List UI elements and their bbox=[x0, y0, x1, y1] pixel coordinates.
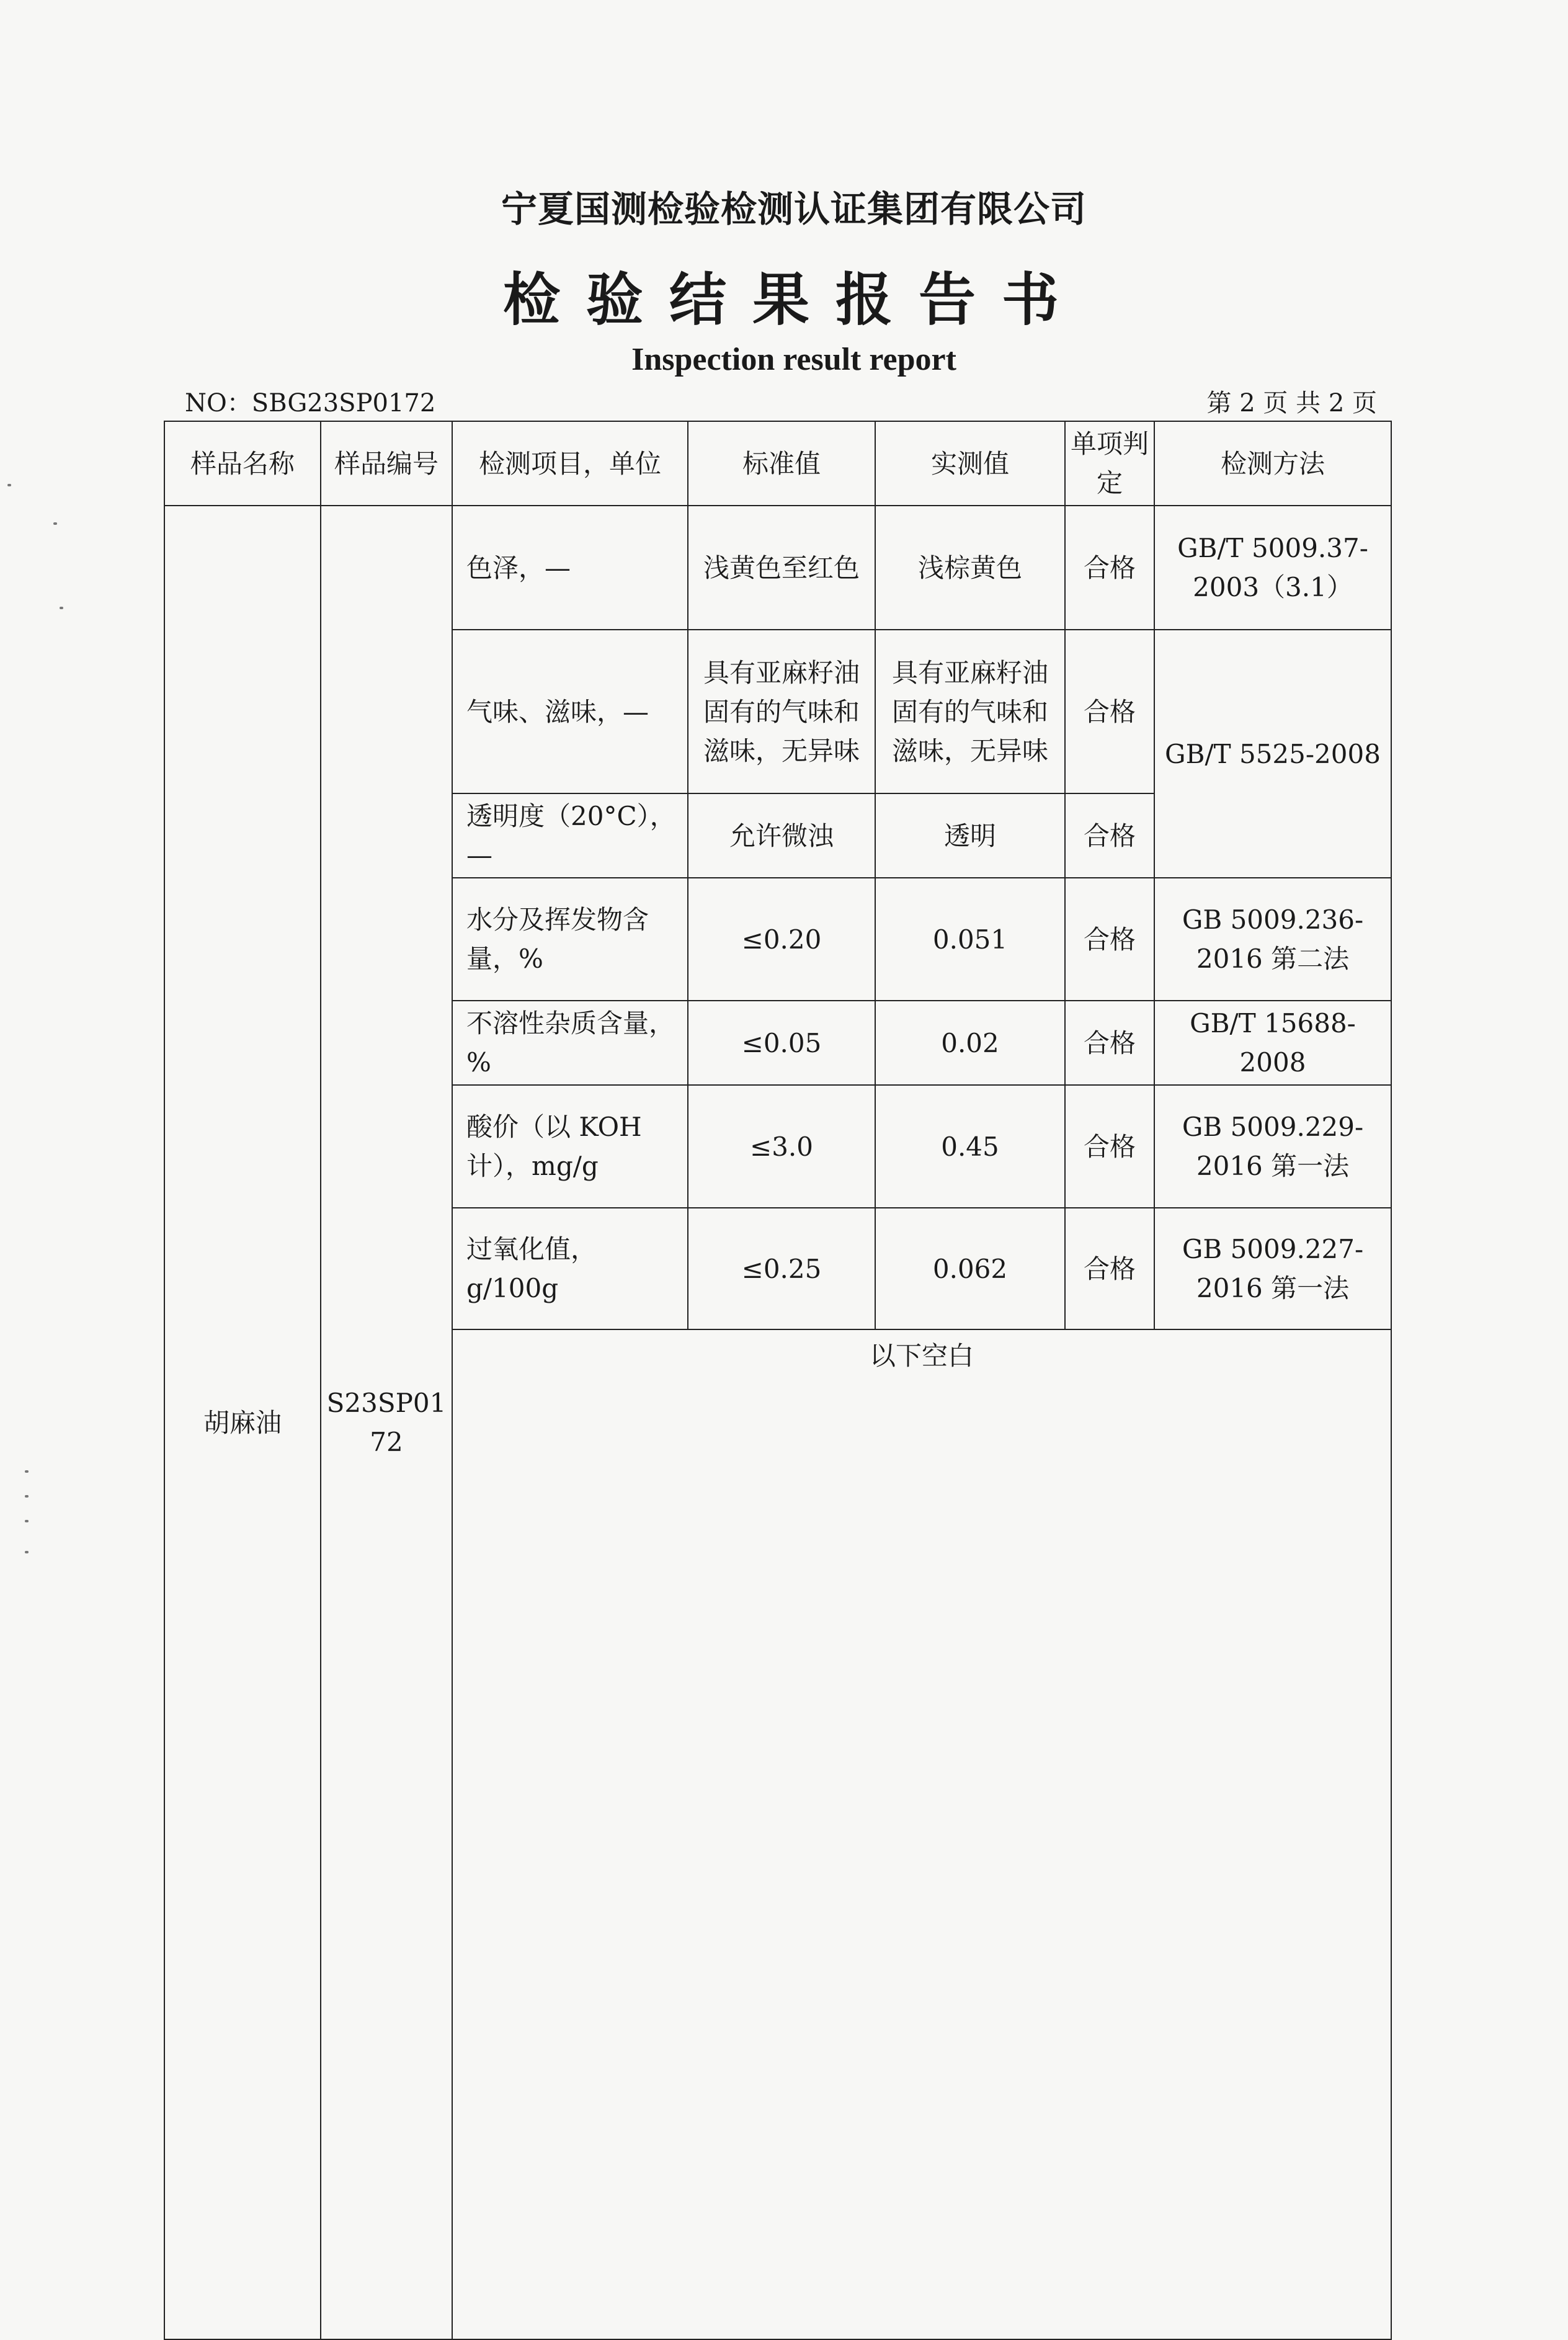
method-cell: GB/T 15688-2008 bbox=[1154, 1001, 1391, 1085]
header-test-item: 检测项目，单位 bbox=[452, 421, 688, 506]
result-cell: 合格 bbox=[1065, 1208, 1154, 1329]
item-cell: 不溶性杂质含量，% bbox=[452, 1001, 688, 1085]
report-title-cn: 检验结果报告书 bbox=[502, 267, 1085, 333]
scan-speck bbox=[7, 484, 11, 486]
blank-note: 以下空白 bbox=[452, 1329, 1391, 2339]
result-cell: 合格 bbox=[1065, 1085, 1154, 1208]
item-cell: 过氧化值，g/100g bbox=[452, 1208, 688, 1329]
scan-speck bbox=[60, 607, 63, 609]
header-sample-name: 样品名称 bbox=[164, 421, 321, 506]
scan-speck bbox=[25, 1551, 29, 1553]
measured-cell: 透明 bbox=[875, 793, 1065, 878]
measured-cell: 0.062 bbox=[875, 1208, 1065, 1329]
scan-speck bbox=[25, 1470, 29, 1473]
scan-speck bbox=[25, 1495, 29, 1498]
scan-speck bbox=[25, 1520, 29, 1522]
standard-cell: 具有亚麻籽油固有的气味和滋味，无异味 bbox=[688, 630, 875, 793]
table-header-row bbox=[164, 421, 1391, 506]
method-cell: GB 5009.229-2016 第一法 bbox=[1154, 1085, 1391, 1208]
standard-cell: ≤3.0 bbox=[688, 1085, 875, 1208]
measured-cell: 具有亚麻籽油固有的气味和滋味，无异味 bbox=[875, 630, 1065, 793]
results-table bbox=[164, 421, 1392, 2340]
standard-cell: 浅黄色至红色 bbox=[688, 506, 875, 630]
sample-no-cell: S23SP0172 bbox=[321, 506, 452, 2339]
report-title-en: Inspection result report bbox=[631, 342, 956, 377]
item-cell: 酸价（以 KOH 计），mg/g bbox=[452, 1085, 688, 1208]
item-cell: 透明度（20°C），— bbox=[452, 793, 688, 878]
result-cell: 合格 bbox=[1065, 793, 1154, 878]
measured-cell: 0.051 bbox=[875, 878, 1065, 1001]
method-cell: GB 5009.236-2016 第二法 bbox=[1154, 878, 1391, 1001]
measured-cell: 0.02 bbox=[875, 1001, 1065, 1085]
result-cell: 合格 bbox=[1065, 1001, 1154, 1085]
method-cell: GB 5009.227-2016 第一法 bbox=[1154, 1208, 1391, 1329]
company-name: 宁夏国测检验检测认证集团有限公司 bbox=[501, 188, 1087, 230]
header-sample-no: 样品编号 bbox=[321, 421, 452, 506]
result-cell: 合格 bbox=[1065, 878, 1154, 1001]
method-cell: GB/T 5009.37-2003（3.1） bbox=[1154, 506, 1391, 630]
header-method: 检测方法 bbox=[1154, 421, 1391, 506]
standard-cell: ≤0.05 bbox=[688, 1001, 875, 1085]
item-cell: 气味、滋味，— bbox=[452, 630, 688, 793]
header-measured: 实测值 bbox=[875, 421, 1065, 506]
report-number: NO：SBG23SP0172 bbox=[185, 389, 436, 418]
result-cell: 合格 bbox=[1065, 506, 1154, 630]
standard-cell: ≤0.25 bbox=[688, 1208, 875, 1329]
method-cell: GB/T 5525-2008 bbox=[1154, 630, 1391, 878]
page-indicator: 第 2 页 共 2 页 bbox=[1206, 389, 1377, 418]
sample-name-cell: 胡麻油 bbox=[164, 506, 321, 2339]
result-cell: 合格 bbox=[1065, 630, 1154, 793]
header-standard: 标准值 bbox=[688, 421, 875, 506]
header-result: 单项判定 bbox=[1065, 421, 1154, 506]
scan-speck bbox=[53, 522, 57, 525]
item-cell: 水分及挥发物含量，% bbox=[452, 878, 688, 1001]
measured-cell: 0.45 bbox=[875, 1085, 1065, 1208]
item-cell: 色泽，— bbox=[452, 506, 688, 630]
standard-cell: ≤0.20 bbox=[688, 878, 875, 1001]
standard-cell: 允许微浊 bbox=[688, 793, 875, 878]
measured-cell: 浅棕黄色 bbox=[875, 506, 1065, 630]
table-row bbox=[164, 506, 1391, 630]
